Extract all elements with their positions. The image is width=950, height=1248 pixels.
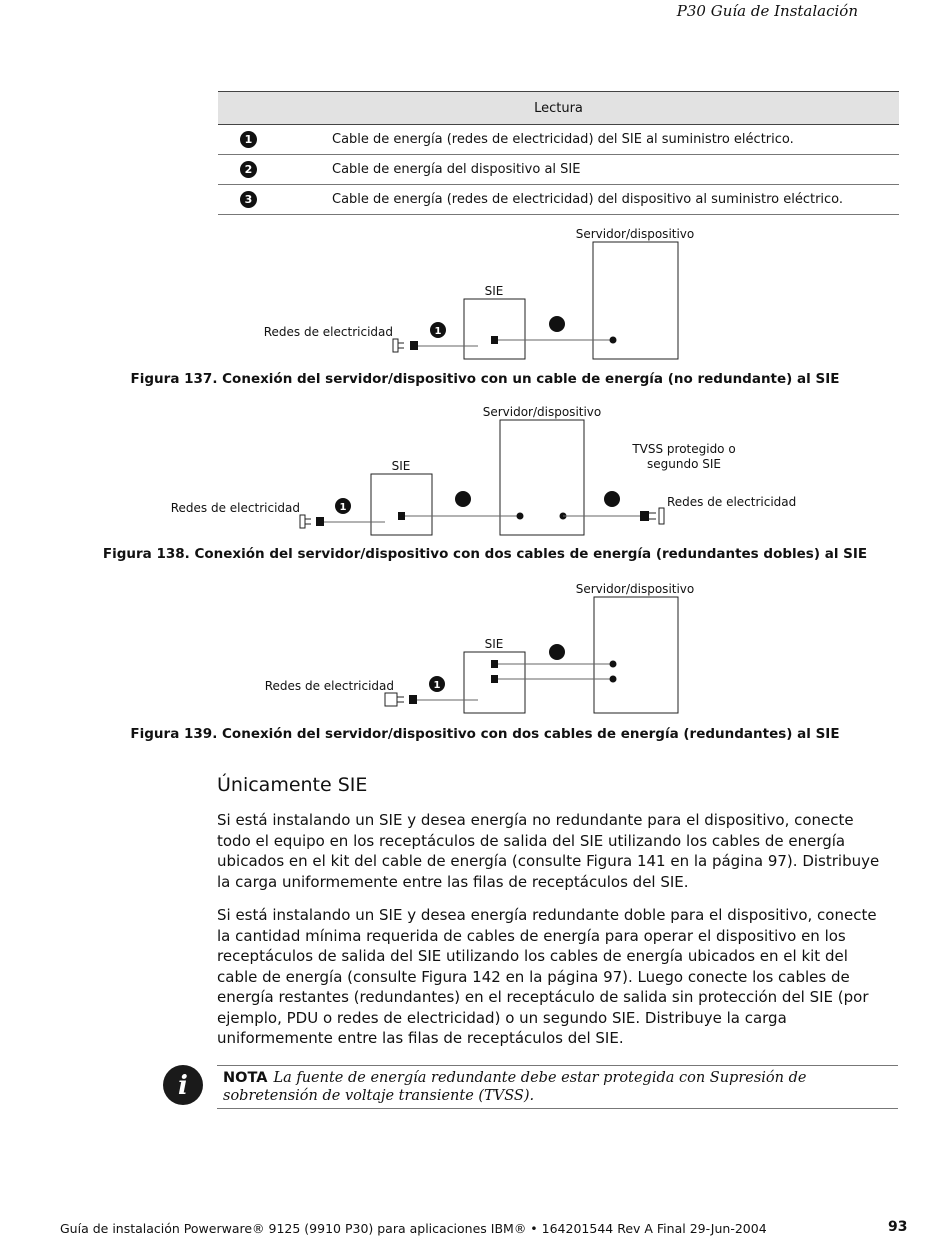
server-inlet [610,676,617,683]
callout-number: 1 [240,131,257,148]
figure-137-diagram [0,220,950,370]
sie-outlet [491,336,498,344]
server-box [593,242,678,359]
legend-row [218,125,899,155]
callout-number: 1 [433,680,441,691]
page-number: 93 [888,1219,908,1235]
sie-outlet [491,675,498,683]
note-content [223,1069,888,1105]
sie-box [464,299,525,359]
server-inlet [517,513,524,520]
legend-row [218,155,899,185]
plug [316,517,324,526]
plug [409,695,417,704]
sie-label: SIE [391,459,411,473]
paragraph: Si está instalando un SIE y desea energía no redundante para el dispositivo, conecte todo el equipo en los receptáculos de salida del SIE utilizando los cables de energía ubicados en el kit del cable de energía (consulte Figura 141 en la página 97). Distribuye la carga uniformemente entre las filas de receptáculos del SIE. [217,811,880,891]
note-label: NOTA [223,1070,268,1086]
callout-marker [549,316,565,332]
legend-header: Lectura [218,92,899,125]
sie-outlet [398,512,405,520]
figure-138-caption: Figura 138. Conexión del servidor/dispositivo con dos cables de energía (redundantes dobles) al SIE [102,546,868,562]
sie-box [371,474,432,535]
legend-text: Cable de energía (redes de electricidad) del SIE al suministro eléctrico. [331,125,899,155]
mains-label: Redes de electricidad [264,679,394,693]
figure-139-diagram [0,575,950,720]
wall-outlet [659,508,664,524]
callout-number: 1 [434,326,442,337]
sie-outlet [491,660,498,668]
callout-marker [604,491,620,507]
figure-138-diagram [0,400,950,540]
note-text: La fuente de energía redundante debe estar protegida con Supresión de sobretensión de voltaje transiente (TVSS). [223,1070,807,1104]
callout-number: 3 [240,191,257,208]
note-box [217,1065,898,1109]
callout-number: 1 [339,502,347,513]
sie-label: SIE [484,284,504,298]
page-header-title: P30 Guía de Instalación [676,2,858,20]
plug [640,511,649,521]
server-inlet [610,337,617,344]
info-icon: i [163,1065,203,1105]
tvss-label: TVSS protegido o [632,442,736,456]
sie-label: SIE [484,637,504,651]
tvss-label: segundo SIE [647,457,721,471]
server-label: Servidor/dispositivo [575,227,695,241]
footer-text: Guía de instalación Powerware® 9125 (9910 P30) para aplicaciones IBM® • 164201544 Rev A Final 29-Jun-2004 [60,1221,767,1236]
mains-label: Redes de electricidad [263,325,393,339]
section-title: Únicamente SIE [217,774,368,796]
wall-outlet [393,339,398,352]
server-box [594,597,678,713]
server-label: Servidor/dispositivo [482,405,602,419]
server-label: Servidor/dispositivo [575,582,695,596]
plug [410,341,418,350]
server-inlet [610,661,617,668]
paragraph: Si está instalando un SIE y desea energía redundante doble para el dispositivo, conecte la cantidad mínima requerida de cables de energía para operar el dispositivo en los receptáculos de salida del SIE utilizando los cables de energía ubicados en el kit del cable de energía (consulte Figura 142 en la página 97). Luego conecte los cables de energía restantes (redundantes) en el receptáculo de salida sin protección del SIE (por ejemplo, PDU o redes de electricidad) o un segundo SIE. Distribuye la carga uniformemente entre las filas de receptáculos del SIE. [217,906,877,1047]
figure-139-caption: Figura 139. Conexión del servidor/dispositivo con dos cables de energía (redundantes) al SIE [130,726,840,742]
legend-text: Cable de energía del dispositivo al SIE [331,155,899,185]
server-box [500,420,584,535]
legend-text: Cable de energía (redes de electricidad) del dispositivo al suministro eléctrico. [331,185,899,215]
mains-label: Redes de electricidad [170,501,300,515]
callout-marker [549,644,565,660]
figure-137-caption: Figura 137. Conexión del servidor/dispositivo con un cable de energía (no redundante) al SIE [130,371,840,387]
legend-row [218,185,899,215]
callout-marker [455,491,471,507]
callout-number: 2 [240,161,257,178]
legend-table [218,91,899,215]
wall-outlet [385,693,397,706]
mains-label: Redes de electricidad [667,495,797,509]
wall-outlet [300,515,305,528]
